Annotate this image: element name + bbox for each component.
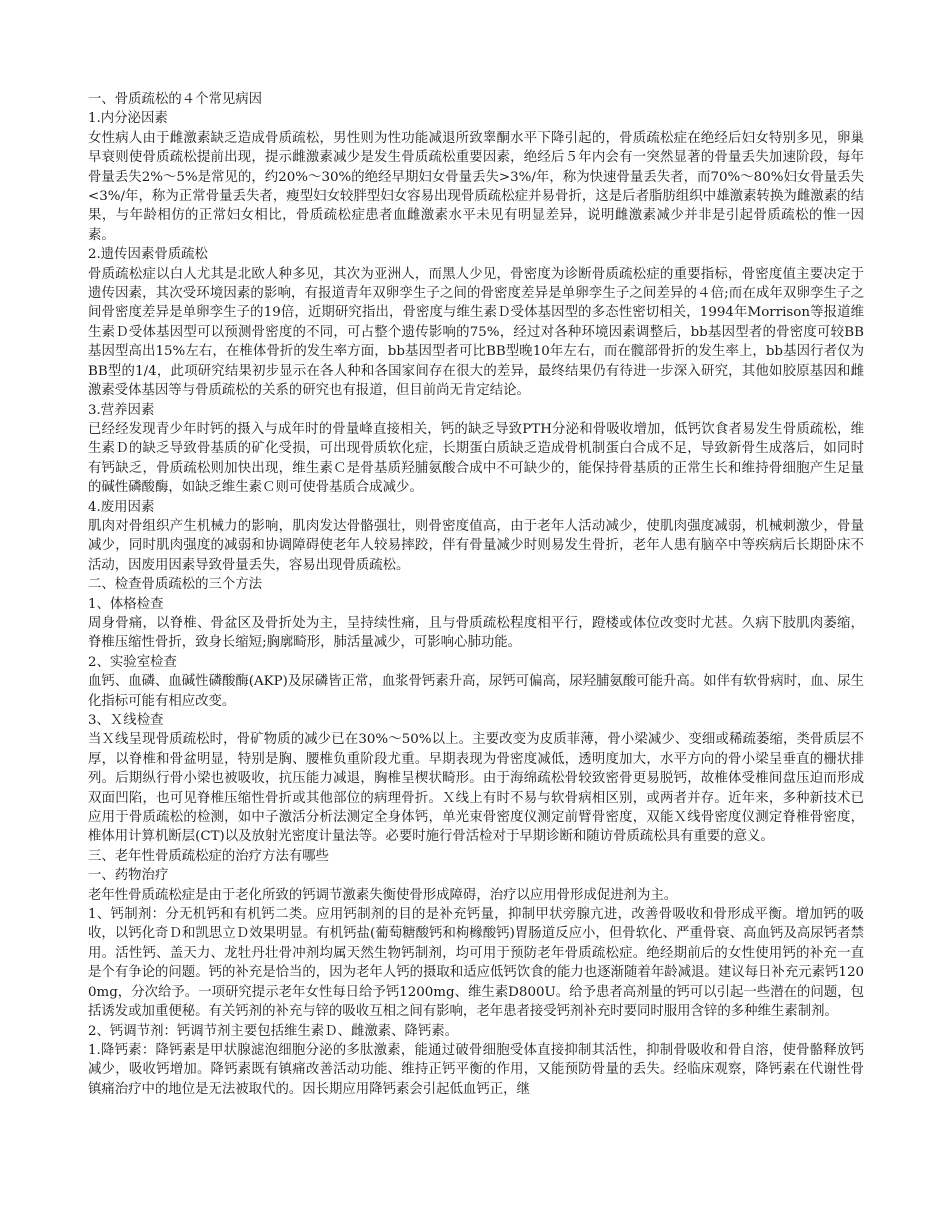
subheading-nutrition: 3.营养因素 <box>88 402 155 418</box>
subheading-xray-exam: 3、Ｘ线检查 <box>88 713 164 728</box>
subheading-drug-therapy: 一、药物治疗 <box>88 868 169 884</box>
subheading-endocrine: 1.内分泌因素 <box>88 111 168 127</box>
document-page <box>88 90 864 1099</box>
subheading-genetic: 2.遗传因素骨质疏松 <box>88 247 208 263</box>
paragraph-calcium-regulators: 2、钙调节剂：钙调节剂主要包括维生素Ｄ、雌激素、降钙素。 <box>88 1023 459 1039</box>
paragraph-calcium: 1、钙制剂：分无机钙和有机钙二类。应用钙制剂的目的是补充钙量，抑制甲状旁腺亢进，改善骨吸收和骨形成平衡。增加钙的吸收，以钙化奇Ｄ和凯思立Ｄ效果明显。有机钙盐(葡萄糖酸钙和枸橼酸钙)胃肠道反应小，但骨软化、严重骨衰、高血钙及高尿钙者禁用。活性钙、盖天力、龙牡丹壮骨冲剂均属天然生物钙制剂，均可用于预防老年骨质疏松症。绝经期前后的女性使用钙的补充一直是个有争论的问题。钙的补充是恰当的，因为老年人钙的摄取和适应低钙饮食的能力也逐渐随着年龄减退。建议每日补充元素钙1200mg，分次给予。一项研究提示老年女性每日给予钙1200mg、维生素D800U。给予患者高剂量的钙可以引起一些潜在的问题，包括诱发或加重便秘。有关钙剂的补充与锌的吸收互相之间有影响，老年患者接受钙剂补充时要同时服用含锌的多种维生素制剂。 <box>88 907 864 1020</box>
section-heading-causes: 一、骨质疏松的４个常见病因 <box>88 92 263 107</box>
subheading-physical-exam: 1、体格检查 <box>88 596 164 612</box>
paragraph-calcitonin: 1.降钙素：降钙素是甲状腺滤泡细胞分泌的多肽激素，能通过破骨细胞受体直接抑制其活性，抑制骨吸收和骨自溶，使骨骼释放钙减少，吸收钙增加。降钙素既有镇痛改善活动功能、维持正钙平衡的作用，又能预防骨量的丢失。经临床观察，降钙素在代谢性骨镇痛治疗中的地位是无法被取代的。因长期应用降钙素会引起低血钙正，继 <box>88 1042 864 1097</box>
subheading-disuse: 4.废用因素 <box>88 499 155 515</box>
subheading-lab-exam: 2、实验室检查 <box>88 654 177 670</box>
paragraph-drug-therapy: 老年性骨质疏松症是由于老化所致的钙调节激素失衡使骨形成障碍，治疗以应用骨形成促进剂为主。 <box>88 887 678 903</box>
paragraph-physical-exam: 周身骨痛，以脊椎、骨盆区及骨折处为主，呈持续性痛，且与骨质疏松程度相平行，蹬楼或体位改变时尤甚。久病下肢肌肉萎缩，脊椎压缩性骨折，致身长缩短;胸廓畸形，肺活量减少，可影响心肺功能。 <box>88 615 864 651</box>
paragraph-xray-exam: 当Ｘ线呈现骨质疏松时，骨矿物质的减少已在30%～50%以上。主要改变为皮质菲薄，骨小梁减少、变细或稀疏萎缩，类骨质层不厚，以脊椎和骨盆明显，特别是胸、腰椎负重阶段尤重。早期表现为骨密度减低，透明度加大，水平方向的骨小梁呈垂直的栅状排列。后期纵行骨小梁也被吸收，抗压能力减退，胸椎呈楔状畸形。由于海绵疏松骨较致密骨更易脱钙，故椎体受椎间盘压迫而形成双面凹陷，也可见脊椎压缩性骨折或其他部位的病理骨折。Ｘ线上有时不易与软骨病相区别，或两者并存。近年来，多种新技术已应用于骨质疏松的检测，如中子激活分析法测定全身体钙，单光束骨密度仪测定前臂骨密度，双能Ｘ线骨密度仪测定脊椎骨密度，椎体用计算机断层(CT)以及放射光密度计量法等。必要时施行骨活检对于早期诊断和随访骨质疏松具有重要的意义。 <box>88 732 864 845</box>
paragraph-endocrine: 女性病人由于雌激素缺乏造成骨质疏松，男性则为性功能减退所致睾酮水平下降引起的，骨质疏松症在绝经后妇女特别多见，卵巢早衰则使骨质疏松提前出现，提示雌激素减少是发生骨质疏松重要因素，绝经后５年内会有一突然显著的骨量丢失加速阶段，每年骨量丢失2%～5%是常见的，约20%～30%的绝经早期妇女骨量丢失>3%/年，称为快速骨量丢失者，而70%～80%妇女骨量丢失<3%/年，称为正常骨量丢失者，瘦型妇女较胖型妇女容易出现骨质疏松症并易骨折，这是后者脂肪组织中雄激素转换为雌激素的结果，与年龄相仿的正常妇女相比，骨质疏松症患者血雌激素水平未见有明显差异，说明雌激素减少并非是引起骨质疏松的惟一因素。 <box>88 130 864 243</box>
section-heading-exams: 二、检查骨质疏松的三个方法 <box>88 577 263 593</box>
section-heading-treatment: 三、老年性骨质疏松症的治疗方法有哪些 <box>88 848 330 864</box>
paragraph-nutrition: 已经经发现青少年时钙的摄入与成年时的骨量峰直接相关，钙的缺乏导致PTH分泌和骨吸收增加，低钙饮食者易发生骨质疏松，维生素Ｄ的缺乏导致骨基质的矿化受损，可出现骨质软化症，长期蛋白质缺乏造成骨机制蛋白合成不足，导致新骨生成落后，如同时有钙缺乏，骨质疏松则加快出现，维生素Ｃ是骨基质羟脯氨酸合成中不可缺少的，能保持骨基质的正常生长和维持骨细胞产生足量的碱性磷酸酶，如缺乏维生素Ｃ则可使骨基质合成减少。 <box>88 421 864 496</box>
paragraph-disuse: 肌肉对骨组织产生机械力的影响，肌肉发达骨骼强壮，则骨密度值高，由于老年人活动减少，使肌肉强度减弱，机械刺激少，骨量减少，同时肌肉强度的减弱和协调障碍使老年人较易摔跤，伴有骨量减少时则易发生骨折，老年人患有脑卒中等疾病后长期卧床不活动，因废用因素导致骨量丢失，容易出现骨质疏松。 <box>88 518 864 573</box>
paragraph-genetic: 骨质疏松症以白人尤其是北欧人种多见，其次为亚洲人，而黑人少见，骨密度为诊断骨质疏松症的重要指标，骨密度值主要决定于遗传因素，其次受环境因素的影响，有报道青年双卵孪生子之间的骨密度差异是单卵孪生子之间差异的４倍;而在成年双卵孪生子之间骨密度差异是单卵孪生子的19倍，近期研究指出，骨密度与维生素Ｄ受体基因型的多态性密切相关，1994年Morrison等报道维生素Ｄ受体基因型可以预测骨密度的不同，可占整个遗传影响的75%，经过对各种环境因素调整后，bb基因型者的骨密度可较BB基因型高出15%左右，在椎体骨折的发生率方面，bb基因型者可比BB型晚10年左右，而在髋部骨折的发生率上，bb基因行者仅为BB型的1/4，此项研究结果初步显示在各人种和各国家间存在很大的差异，最终结果仍有待进一步深入研究，其他如胶原基因和雌激素受体基因等与骨质疏松的关系的研究也有报道，但目前尚无肯定结论。 <box>88 266 864 399</box>
paragraph-lab-exam: 血钙、血磷、血碱性磷酸酶(AKP)及尿磷皆正常，血浆骨钙素升高，尿钙可偏高，尿羟脯氨酸可能升高。如伴有软骨病时，血、尿生化指标可能有相应改变。 <box>88 674 864 709</box>
